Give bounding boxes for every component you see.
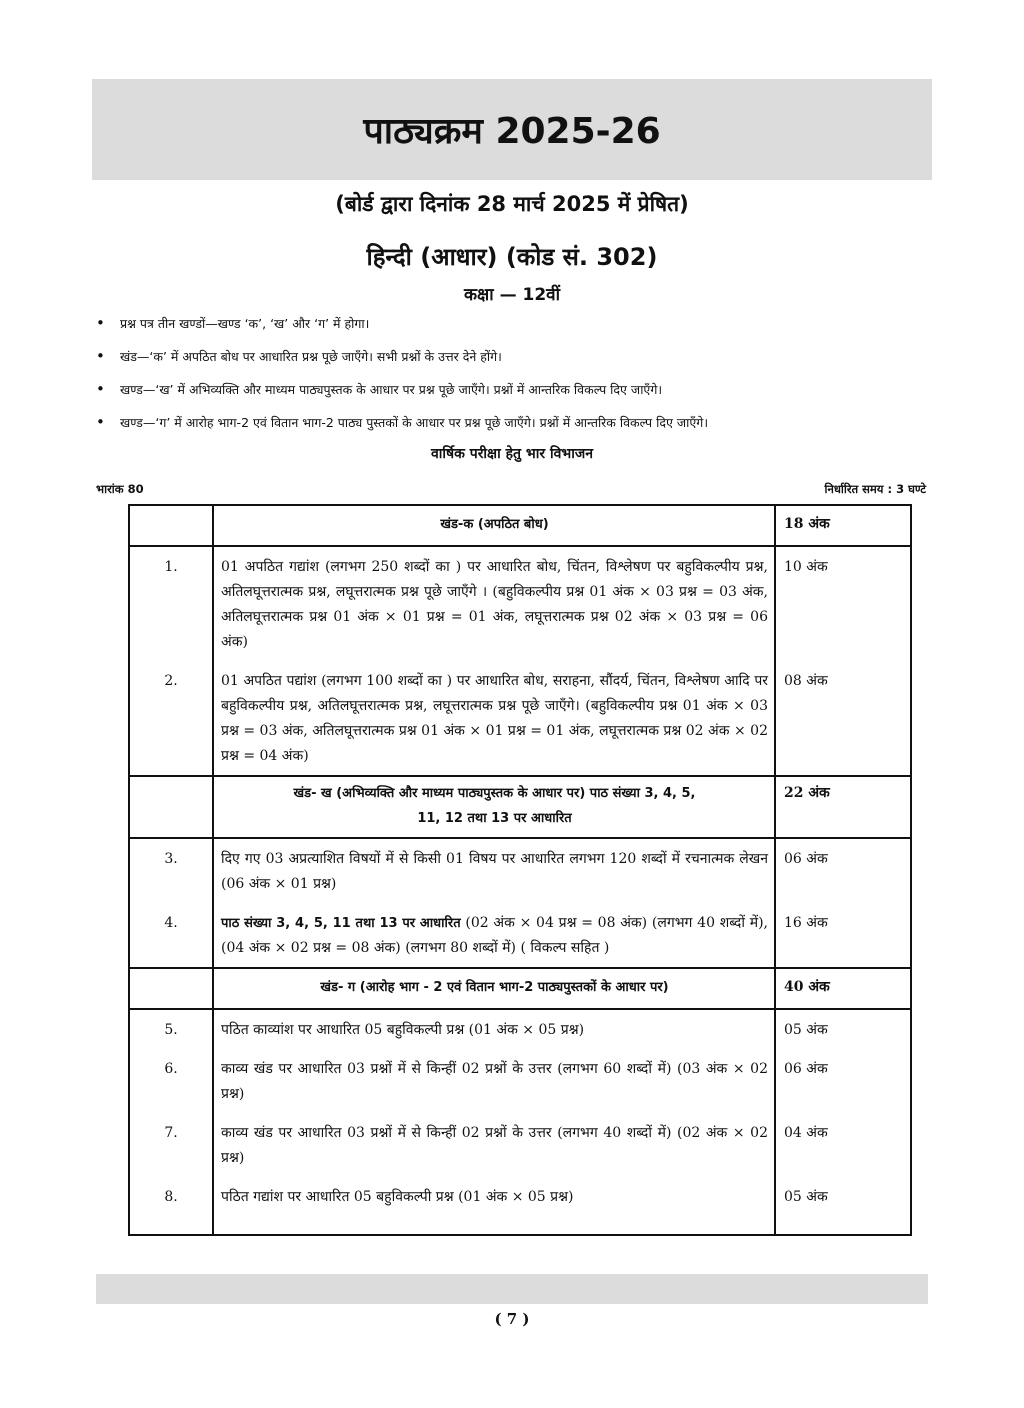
item-number: 4. xyxy=(164,915,178,931)
item-marks: 05 अंक xyxy=(784,1189,828,1205)
item-text: दिए गए 03 अप्रत्याशित विषयों में से किसी 01 विषय पर आधारित लगभग 120 शब्दों में रचनात्मक लेखन (06 अंक × 01 प्रश्न) xyxy=(221,851,768,892)
item-marks: 16 अंक xyxy=(784,915,828,931)
table-row xyxy=(129,838,911,903)
time-allowed: निर्धारित समय : 3 घण्टे xyxy=(824,482,926,496)
table-row xyxy=(129,1009,911,1049)
title-banner xyxy=(92,79,932,180)
instruction-item: • प्रश्न पत्र तीन खण्डों—खण्ड ‘क’, ‘ख’ और ‘ग’ में होगा। xyxy=(96,316,946,331)
item-number: 3. xyxy=(164,851,178,867)
item-marks: 05 अंक xyxy=(784,1022,828,1038)
item-number: 5. xyxy=(164,1022,178,1038)
item-text: 01 अपठित गद्यांश (लगभग 250 शब्दों का ) पर आधारित बोध, चिंतन, विश्लेषण पर बहुविकल्पीय प्रश्न, अतिलघूत्तरात्मक प्रश्न, लघूत्तरात्मक प्रश्न पूछे जाएँगे । (बहुविकल्पीय प्रश्न 01 अंक × 03 प्रश्न = 03 अंक, अतिलघूत्तरात्मक प्रश्न 01 अंक × 01 प्रश्न = 01 अंक, लघूत्तरात्मक प्रश्न 02 अंक × 03 प्रश्न = 06 अंक) xyxy=(221,559,768,650)
section-marks: 22 अंक xyxy=(784,785,830,801)
section-title-line: 11, 12 तथा 13 पर आधारित xyxy=(417,811,572,826)
instruction-item: • खण्ड—‘ख’ में अभिव्यक्ति और माध्यम पाठ्यपुस्तक के आधार पर प्रश्न पूछे जाएँगे। प्रश्नों में आन्तरिक विकल्प दिए जाएँगे। xyxy=(96,382,946,397)
table-row xyxy=(129,903,911,968)
section-title xyxy=(221,777,768,837)
section-title-line: खंड- ख (अभिव्यक्ति और माध्यम पाठ्यपुस्तक के आधार पर) पाठ संख्या 3, 4, 5, xyxy=(293,786,696,801)
section-marks: 40 अंक xyxy=(784,979,830,995)
table-row xyxy=(129,1113,911,1177)
table-row xyxy=(129,546,911,661)
section-row-b xyxy=(129,776,911,838)
table-row xyxy=(129,661,911,776)
table-row xyxy=(129,1049,911,1113)
section-row-a xyxy=(129,505,911,546)
section-row-c xyxy=(129,968,911,1009)
subject-heading: हिन्दी (आधार) (कोड सं. 302) xyxy=(366,243,658,271)
item-marks: 06 अंक xyxy=(784,1061,828,1077)
section-title: खंड- ग (आरोह भाग - 2 एवं वितान भाग-2 पाठ्यपुस्तकों के आधार पर) xyxy=(320,980,669,995)
item-number: 8. xyxy=(164,1189,178,1205)
instruction-item: • खंड—‘क’ में अपठित बोध पर आधारित प्रश्न पूछे जाएँगे। सभी प्रश्नों के उत्तर देने होंगे। xyxy=(96,349,946,364)
syllabus-table xyxy=(128,504,912,1236)
item-text: 01 अपठित पद्यांश (लगभग 100 शब्दों का ) पर आधारित बोध, सराहना, सौंदर्य, चिंतन, विश्लेषण आदि पर बहुविकल्पीय प्रश्न, अतिलघूत्तरात्मक प्रश्न, लघूत्तरात्मक प्रश्न पूछे जाएँगे। (बहुविकल्पीय प्रश्न 01 अंक × 03 प्रश्न = 03 अंक, अतिलघूत्तरात्मक प्रश्न 01 अंक × 01 प्रश्न = 01 अंक, लघूत्तरात्मक प्रश्न 02 अंक × 02 प्रश्न = 04 अंक) xyxy=(221,673,768,764)
item-text-bold: पाठ संख्या 3, 4, 5, 11 तथा 13 पर आधारित xyxy=(221,916,461,931)
instruction-item: • खण्ड—‘ग’ में आरोह भाग-2 एवं वितान भाग-2 पाठ्य पुस्तकों के आधार पर प्रश्न पूछे जाएँगे। प्रश्नों में आन्तरिक विकल्प दिए जाएँगे। xyxy=(96,415,946,430)
item-number: 7. xyxy=(164,1125,178,1141)
item-text: काव्य खंड पर आधारित 03 प्रश्नों में से किन्हीं 02 प्रश्नों के उत्तर (लगभग 60 शब्दों में) (03 अंक × 02 प्रश्न) xyxy=(221,1061,768,1102)
page-number: ( 7 ) xyxy=(494,1310,530,1328)
item-number: 1. xyxy=(164,559,178,575)
footer-bar xyxy=(96,1274,928,1304)
item-text: पठित काव्यांश पर आधारित 05 बहुविकल्पी प्रश्न (01 अंक × 05 प्रश्न) xyxy=(221,1022,585,1038)
table-row xyxy=(129,1177,911,1235)
page-title: पाठ्यक्रम 2025-26 xyxy=(363,111,661,152)
section-marks: 18 अंक xyxy=(784,516,830,532)
item-number: 2. xyxy=(164,673,178,689)
board-subtitle: (बोर्ड द्वारा दिनांक 28 मार्च 2025 में प्रेषित) xyxy=(335,192,689,216)
instructions-list xyxy=(96,316,946,448)
item-marks: 04 अंक xyxy=(784,1125,828,1141)
item-marks: 10 अंक xyxy=(784,559,828,575)
max-marks: भारांक 80 xyxy=(96,482,144,496)
item-text: पठित गद्यांश पर आधारित 05 बहुविकल्पी प्रश्न (01 अंक × 05 प्रश्न) xyxy=(221,1189,574,1205)
class-heading: कक्षा — 12वीं xyxy=(464,285,560,305)
item-marks: 08 अंक xyxy=(784,673,828,689)
item-text-rest: (02 अंक × 04 प्रश्न = 08 अंक) (लगभग 40 शब्दों में), (04 अंक × 02 प्रश्न = 08 अंक) (लगभग 80 शब्दों में) ( विकल्प सहित ) xyxy=(221,915,769,956)
distribution-title: वार्षिक परीक्षा हेतु भार विभाजन xyxy=(431,446,593,462)
item-number: 6. xyxy=(164,1061,178,1077)
item-marks: 06 अंक xyxy=(784,851,828,867)
item-text xyxy=(221,903,768,967)
section-title: खंड-क (अपठित बोध) xyxy=(440,517,549,532)
item-text: काव्य खंड पर आधारित 03 प्रश्नों में से किन्हीं 02 प्रश्नों के उत्तर (लगभग 40 शब्दों में) (02 अंक × 02 प्रश्न) xyxy=(221,1125,768,1166)
